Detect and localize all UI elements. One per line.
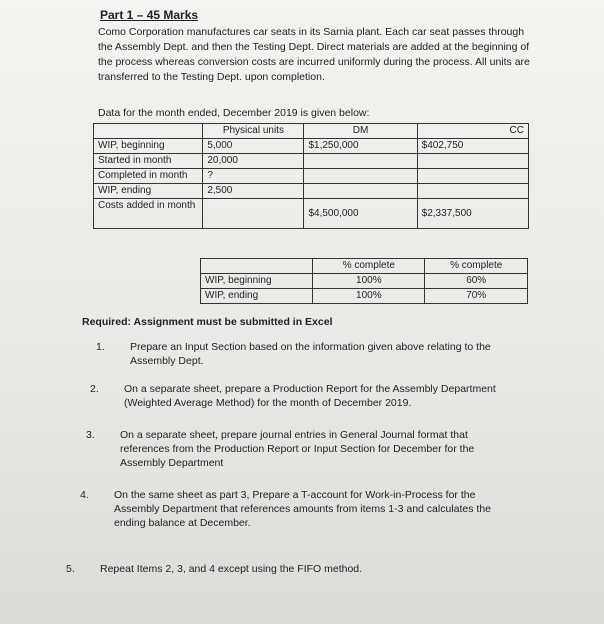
- task-text: Prepare an Input Section based on the information given above relating to the Assembly Dept.: [130, 341, 491, 367]
- table-cell: WIP, beginning: [201, 274, 313, 289]
- table-cell: 60%: [425, 274, 528, 289]
- table-row: [94, 184, 529, 199]
- table-header-cell: CC: [417, 124, 528, 139]
- task-number: 2.: [90, 383, 99, 395]
- task-text: On the same sheet as part 3, Prepare a T-account for Work-in-Process for the Assembly Department that references amounts from items 1-3 and calculates the ending balance at December.: [114, 489, 492, 529]
- part-heading: Part 1 – 45 Marks: [100, 8, 199, 22]
- table-cell: WIP, beginning: [94, 139, 203, 154]
- task-text: On a separate sheet, prepare a Production Report for the Assembly Department (Weighted Average Method) for the month of December 2019.: [124, 383, 496, 409]
- table-cell: [417, 169, 528, 184]
- completion-table: [200, 258, 528, 304]
- task-text: On a separate sheet, prepare journal entries in General Journal format that references from the Production Report or Input Section for December for the Assembly Department: [120, 429, 475, 469]
- table-header-row: [94, 124, 529, 139]
- table-row: [94, 139, 529, 154]
- data-heading: Data for the month ended, December 2019 is given below:: [98, 107, 370, 119]
- table-header-cell: [201, 259, 313, 274]
- table-row: [94, 169, 529, 184]
- table-header-row: [201, 259, 528, 274]
- table-cell: 2,500: [203, 184, 304, 199]
- table-cell: Costs added in month: [94, 199, 203, 229]
- task-number: 3.: [86, 429, 95, 441]
- task-number: 4.: [80, 489, 89, 501]
- table-cell: $1,250,000: [304, 139, 417, 154]
- table-header-cell: Physical units: [203, 124, 304, 139]
- task-number: 5.: [66, 563, 75, 575]
- table-header-cell: % complete: [425, 259, 528, 274]
- table-row: [94, 154, 529, 169]
- table-cell: [417, 154, 528, 169]
- table-cell: 20,000: [203, 154, 304, 169]
- table-cell: 100%: [313, 274, 425, 289]
- table-row: [94, 199, 529, 229]
- cost-data-table: [93, 123, 529, 229]
- table-header-cell: % complete: [313, 259, 425, 274]
- table-header-cell: DM: [304, 124, 417, 139]
- intro-paragraph: Como Corporation manufactures car seats in its Sarnia plant. Each car seat passes through the Assembly Dept. and then the Testing Dept. Direct materials are added at the beginning of the process whereas conversion costs are incurred uniformly during the process. All units are transferred to the Testing Dept. upon completion.: [98, 26, 530, 83]
- task-text: Repeat Items 2, 3, and 4 except using the FIFO method.: [100, 563, 363, 575]
- table-row: [201, 274, 528, 289]
- table-cell: [203, 199, 304, 229]
- table-cell: $402,750: [417, 139, 528, 154]
- table-cell: WIP, ending: [201, 289, 313, 304]
- table-header-cell: [94, 124, 203, 139]
- table-cell: 70%: [425, 289, 528, 304]
- task-number: 1.: [96, 341, 105, 353]
- table-cell: Started in month: [94, 154, 203, 169]
- table-cell: [304, 184, 417, 199]
- table-cell: [417, 184, 528, 199]
- table-row: [201, 289, 528, 304]
- table-cell: [304, 154, 417, 169]
- table-cell: ?: [203, 169, 304, 184]
- table-cell: 5,000: [203, 139, 304, 154]
- table-cell: WIP, ending: [94, 184, 203, 199]
- required-note: Required: Assignment must be submitted in Excel: [82, 316, 333, 328]
- table-cell: Completed in month: [94, 169, 203, 184]
- table-cell: $4,500,000: [304, 199, 417, 229]
- table-cell: 100%: [313, 289, 425, 304]
- table-cell: [304, 169, 417, 184]
- table-cell: $2,337,500: [417, 199, 528, 229]
